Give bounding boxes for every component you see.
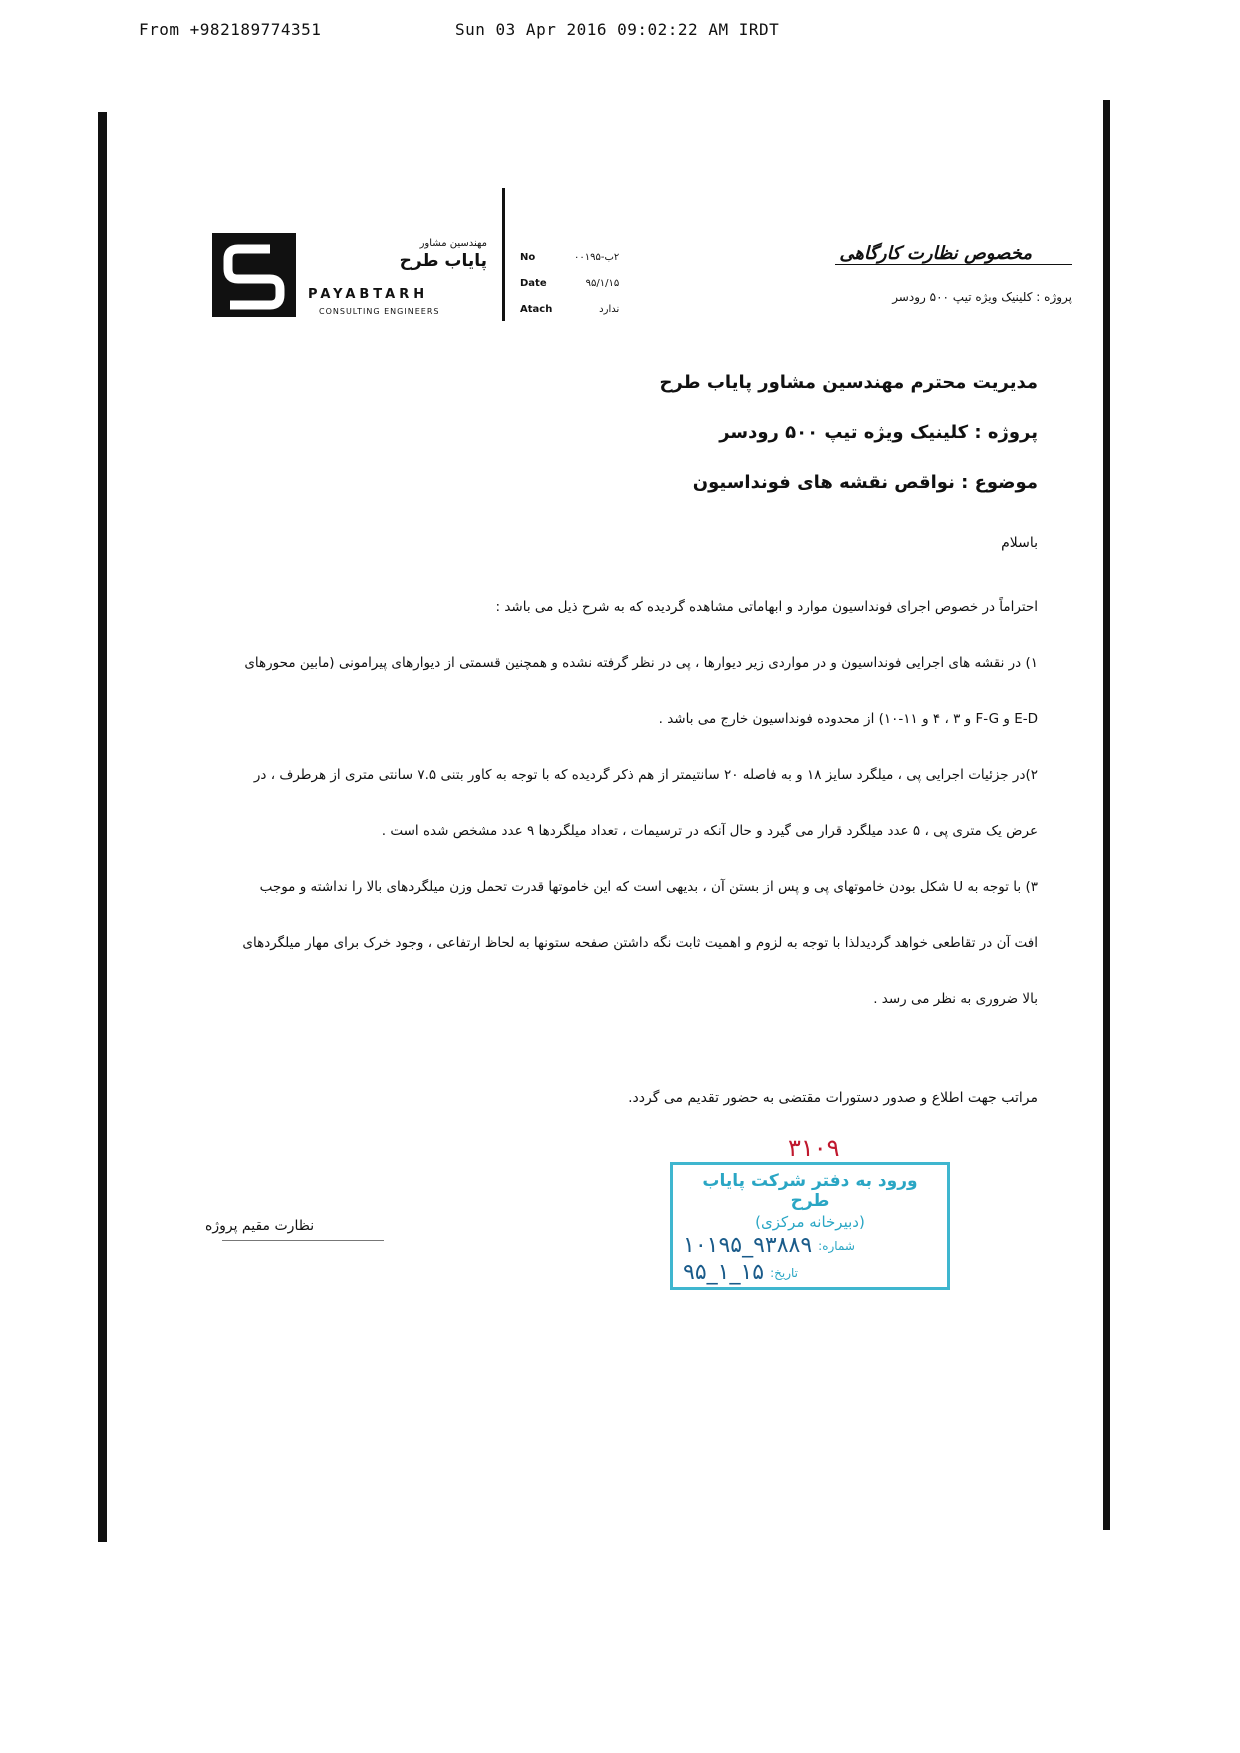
confidential-label: مخصوص نظارت کارگاهی: [835, 243, 1072, 264]
stamp-number-value: ۱۰۱۹۵_۹۳۸۸۹: [683, 1233, 813, 1258]
item-2-line-2: عرض یک متری پی ، ۵ عدد میلگرد قرار می گیرد و حال آنکه در ترسیمات ، تعداد میلگردها ۹ عدد مشخص شده است .: [381, 823, 1038, 839]
firm-name-label: پایاب طرح: [399, 251, 487, 271]
meta-value-no: ۲ب-۰۰۱۹۵: [574, 252, 620, 263]
meta-value-attach: ندارد: [599, 304, 620, 315]
fax-timestamp: Sun 03 Apr 2016 09:02:22 AM IRDT: [455, 20, 780, 39]
fax-sender: From +982189774351: [139, 20, 322, 39]
meta-label-attach: Atach: [520, 304, 553, 315]
greeting: باسلام: [1001, 535, 1038, 551]
addressee: مدیریت محترم مهندسین مشاور پایاب طرح: [659, 372, 1038, 393]
page-edge-right: [1103, 100, 1110, 1530]
letterhead: [212, 183, 1072, 323]
stamp-title: ورود به دفتر شرکت پایاب طرح: [702, 1171, 918, 1211]
project-line: پروژه : کلینیک ویژه تیپ ۵۰۰ رودسر: [719, 422, 1038, 443]
firm-type-label: مهندسین مشاور: [419, 238, 487, 249]
intro-paragraph: احتراماً در خصوص اجرای فونداسیون موارد و ابهاماتی مشاهده گردیده که به شرح ذیل می باشد :: [495, 599, 1038, 615]
firm-subtitle-english: CONSULTING ENGINEERS: [319, 307, 440, 316]
firm-logo-icon: [212, 233, 296, 317]
firm-name-persian: [347, 238, 487, 271]
page-edge-left: [98, 112, 107, 1542]
signature-line: [222, 1240, 384, 1241]
stamp-subtitle: (دبیرخانه مرکزی): [755, 1213, 865, 1231]
letter-body: [198, 372, 1038, 1027]
meta-label-date: Date: [520, 278, 547, 289]
item-1-line-2: E-D و F-G و ۳ ، ۴ و ۱۱-۱۰) از محدوده فونداسیون خارج می باشد .: [658, 711, 1038, 727]
stamp-number-label: شماره:: [818, 1238, 855, 1253]
meta-labels: [520, 245, 552, 323]
stamp-date-row: [683, 1260, 937, 1285]
item-3-line-2: افت آن در تقاطعی خواهد گردیدلذا با توجه به لزوم و اهمیت ثابت نگه داشتن صفحه ستونها به لحاظ ارتفاعی ، وجود خرک برای مهار میلگردهای: [242, 935, 1038, 951]
firm-name-english: PAYABTARH: [308, 287, 429, 302]
handwritten-number: ۳۱۰۹: [788, 1134, 840, 1162]
meta-values: [574, 245, 619, 323]
project-reference-small: پروژه : کلینیک ویژه تیپ ۵۰۰ رودسر: [892, 290, 1072, 304]
meta-value-date: ۹۵/۱/۱۵: [585, 278, 620, 289]
receipt-stamp: [670, 1162, 950, 1290]
item-3-line-1: ۳) با توجه به U شکل بودن خاموتهای پی و پس از بستن آن ، بدیهی است که این خاموتها قدرت تحمل وزن میلگردهای بالا را نداشته و موجب: [259, 879, 1038, 895]
meta-label-no: No: [520, 252, 536, 263]
subject-line: موضوع : نواقص نقشه های فونداسیون: [692, 472, 1038, 493]
stamp-date-label: تاریخ:: [770, 1265, 799, 1280]
signature-label: نظارت مقیم پروژه: [205, 1218, 315, 1234]
item-1-line-1: ۱) در نقشه های اجرایی فونداسیون و در مواردی زیر دیوارها ، پی در نظر گرفته نشده و همچنین قسمتی از دیوارهای پیرامونی (مابین محورهای: [244, 655, 1038, 671]
item-3-line-3: بالا ضروری به نظر می رسد .: [873, 991, 1038, 1007]
item-2-line-1: ۲)در جزئیات اجرایی پی ، میلگرد سایز ۱۸ و به فاصله ۲۰ سانتیمتر از هم ذکر گردیده که با توجه به کاور بتنی ۷.۵ سانتی متری از هرطرف ، در: [253, 767, 1038, 783]
letterhead-divider: [502, 188, 505, 321]
stamp-date-value: ۹۵_۱_۱۵: [683, 1260, 765, 1285]
stamp-number-row: [683, 1233, 937, 1258]
closing-line: مراتب جهت اطلاع و صدور دستورات مقتضی به حضور تقدیم می گردد.: [628, 1090, 1038, 1106]
